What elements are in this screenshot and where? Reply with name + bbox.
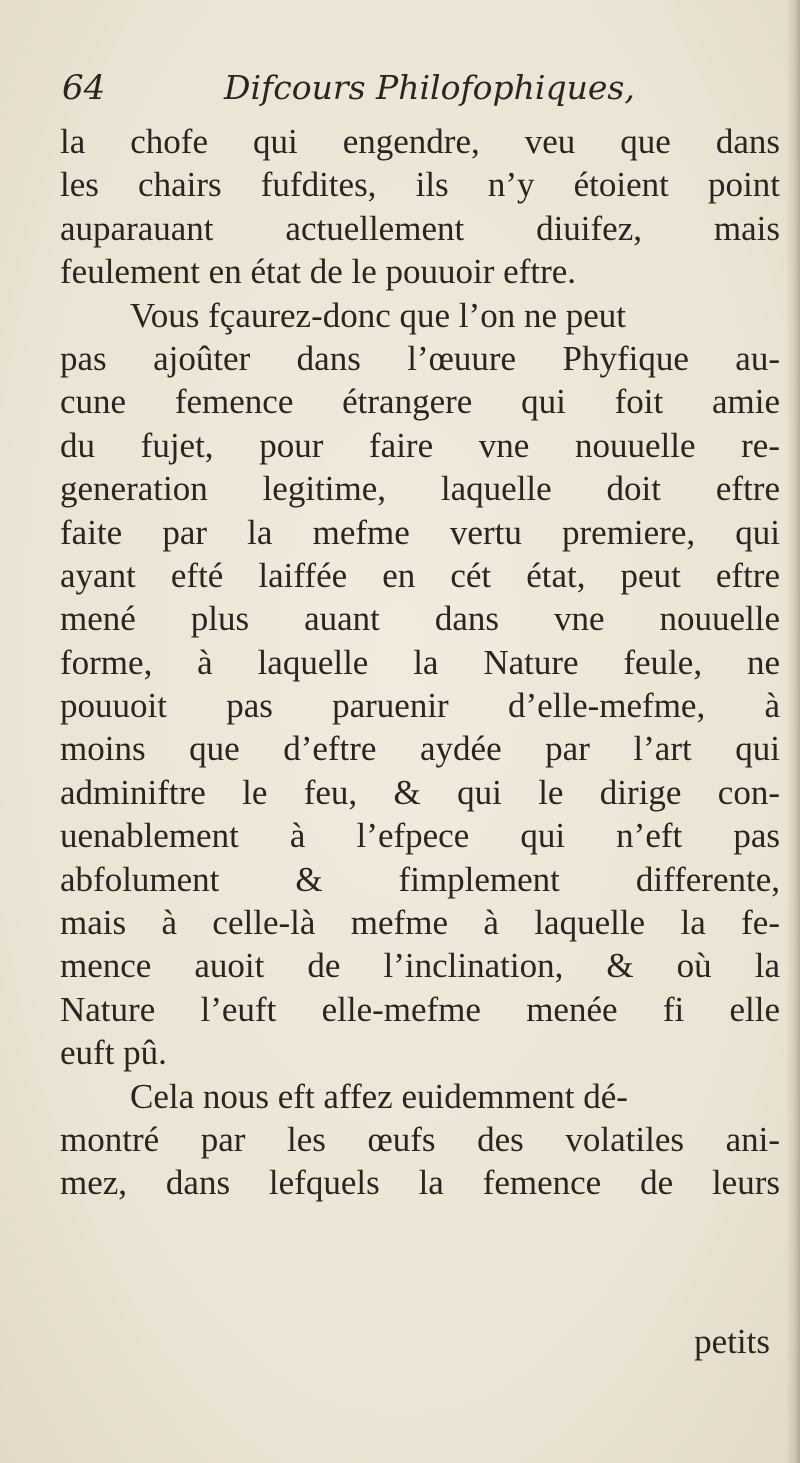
text-line: Vous fçaurez-donc que l’on ne peut <box>130 295 626 335</box>
text-line: montré par les œufs des volatiles ani- <box>60 1119 780 1159</box>
catchword: petits <box>694 1322 770 1361</box>
text-line: mence auoit de l’inclination, & où la <box>60 946 780 986</box>
text-line: uenablement à l’efpece qui n’eft pas <box>60 816 780 856</box>
text-line: les chairs fufdites, ils n’y étoient point <box>60 165 780 205</box>
text-line: pouuoit pas paruenir d’elle-mefme, à <box>60 686 780 726</box>
page-header <box>62 66 762 116</box>
text-line: faite par la mefme vertu premiere, qui <box>60 512 780 552</box>
text-line: euft pû. <box>60 1033 167 1073</box>
text-line: generation legitime, laquelle doit eftre <box>60 469 780 509</box>
text-line: feulement en état de le pouuoir eftre. <box>60 252 577 292</box>
text-line: la chofe qui engendre, veu que dans <box>60 122 780 161</box>
text-line: pas ajoûter dans l’œuure Phyfique au- <box>60 338 780 378</box>
text-line: Nature l’euft elle-mefme menée fi elle <box>60 989 780 1029</box>
text-line: mais à celle-là mefme à laquelle la fe- <box>60 903 780 943</box>
text-line: forme, à laquelle la Nature feule, ne <box>60 642 780 682</box>
text-line: mené plus auant dans vne nouuelle <box>60 599 780 639</box>
text-line: Cela nous eft affez euidemment dé- <box>130 1076 628 1116</box>
page-gutter-shadow <box>786 0 800 1463</box>
text-line: du fujet, pour faire vne nouuelle re- <box>60 425 780 465</box>
text-line: mez, dans lefquels la femence de leurs <box>60 1163 780 1203</box>
body-text <box>60 120 780 1361</box>
text-line: auparauant actuellement diuifez, mais <box>60 208 780 248</box>
running-title: Difcours Philofophiques, <box>224 68 635 107</box>
text-line: adminiftre le feu, & qui le dirige con- <box>60 772 780 812</box>
text-line: abfolument & fimplement differente, <box>60 859 780 899</box>
page-number: 64 <box>62 68 106 108</box>
text-line: moins que d’eftre aydée par l’art qui <box>60 729 780 769</box>
text-line: ayant efté laiffée en cét état, peut eftre <box>60 555 780 595</box>
text-line: cune femence étrangere qui foit amie <box>60 382 780 422</box>
